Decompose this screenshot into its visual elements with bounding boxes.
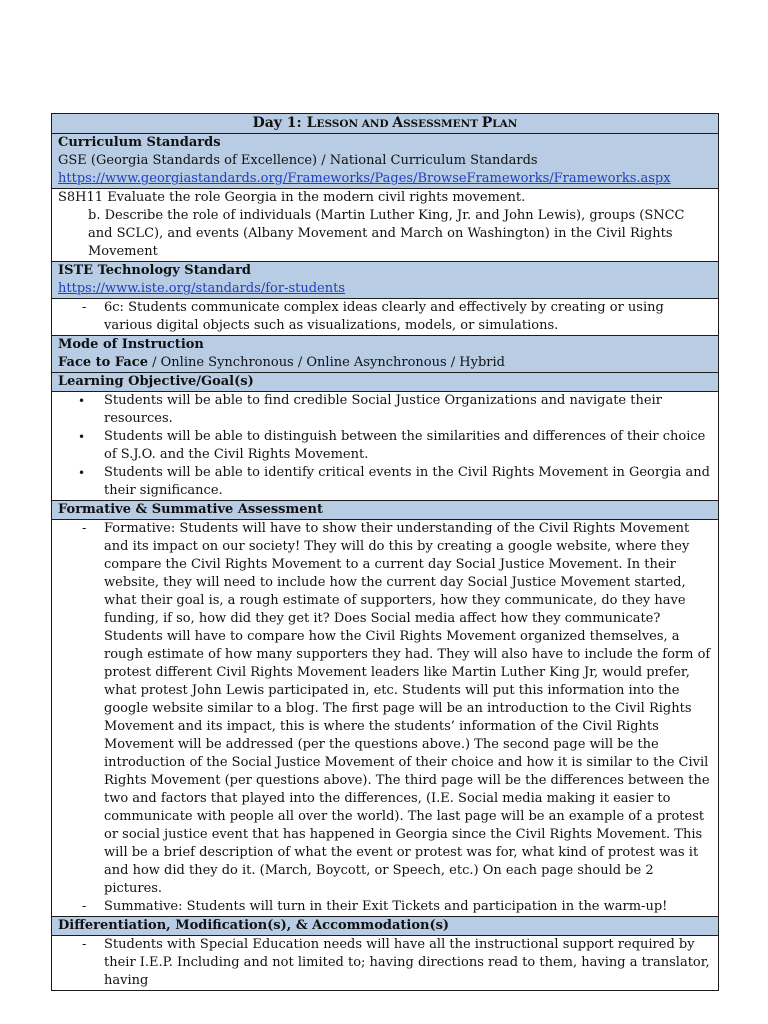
differentiation-heading: Differentiation, Modification(s), & Accommodation(s)	[51, 917, 719, 936]
list-item: - 6c: Students communicate complex ideas clearly and effectively by creating or using various digital objects such as visualizations, models, or simulations.	[82, 300, 664, 333]
mode-selected: Face to Face	[58, 355, 148, 370]
iste-body-section	[51, 299, 719, 336]
mode-heading: Mode of Instruction	[58, 337, 204, 352]
curriculum-heading: Curriculum Standards	[58, 135, 221, 150]
standard-line-2: b. Describe the role of individuals (Martin Luther King, Jr. and John Lewis), groups (SNCC and SCLC), and events (Albany Movement and March on Washington) in the Civil Rights Movement	[88, 208, 685, 259]
mode-options	[58, 354, 712, 372]
objectives-section	[51, 392, 719, 501]
curriculum-standards-section	[51, 134, 719, 189]
objectives-heading: Learning Objective/Goal(s)	[51, 373, 719, 392]
mode-others: / Online Synchronous / Online Asynchronous / Hybrid	[147, 355, 505, 370]
iste-heading: ISTE Technology Standard	[58, 263, 252, 278]
georgia-standards-link[interactable]: https://www.georgiastandards.org/Frameworks/Pages/BrowseFrameworks/Frameworks.aspx	[58, 171, 671, 186]
list-item: • Students will be able to distinguish between the similarities and differences of their choice of S.J.O. and the Civil Rights Movement.	[78, 429, 706, 462]
table-title: Day 1: LESSON AND ASSESSMENT PLAN	[51, 113, 719, 134]
list-item: - Summative: Students will turn in their Exit Tickets and participation in the warm-up!	[82, 899, 668, 914]
list-item: • Students will be able to identify critical events in the Civil Rights Movement in Georgia and their significance.	[78, 465, 710, 498]
curriculum-line: GSE (Georgia Standards of Excellence) / National Curriculum Standards	[58, 153, 538, 168]
list-item: • Students will be able to find credible Social Justice Organizations and navigate their resources.	[78, 393, 662, 426]
standard-section	[51, 189, 719, 262]
assessment-heading: Formative & Summative Assessment	[51, 501, 719, 520]
assessment-section	[51, 520, 719, 917]
list-item: - Students with Special Education needs will have all the instructional support required by their I.E.P. Including and not limited to; having directions read to them, having a translator, having	[82, 937, 710, 988]
iste-heading-section	[51, 262, 719, 299]
summative-text: Summative: Students will turn in their Exit Tickets and participation in the warm-up!	[104, 899, 668, 914]
lesson-plan-table	[51, 113, 719, 991]
list-item: - Formative: Students will have to show their understanding of the Civil Rights Movement and its impact on our society! They will do this by creating a google website, where they compare the Civil Rights Movement to a current day Social Justice Movement. In their website, they will need to include how the current day Social Justice Movement started, what their goal is, a rough estimate of supporters, how they communicate, do they have funding, if so, how did they get it? Does Social media affect how they communicate? Students will have to compare how the Civil Rights Movement organized themselves, a rough estimate of how many supporters they had. They will also have to include the form of protest different Civil Rights Movement leaders like Martin Luther King Jr, would prefer, what protest John Lewis participated in, etc. Students will put this information into the google website similar to a blog. The first page will be an introduction to the Civil Rights Movement and its impact, this is where the students’ information of the Civil Rights Movement will be addressed (per the questions above.) The second page will be the introduction of the Social Justice Movement of their choice and how it is similar to the Civil Rights Movement (per questions above). The third page will be the differences between the two and factors that played into the differences, (I.E. Social media making it easier to communicate with people all over the world). The last page will be an example of a protest or social justice event that has happened in Georgia since the Civil Rights Movement. This will be a brief description of what the event or protest was for, what kind of protest was it and how did they do it. (March, Boycott, or Speech, etc.) On each page should be 2 pictures.	[82, 521, 711, 896]
differentiation-section	[51, 936, 719, 991]
formative-text: Formative: Students will have to show their understanding of the Civil Rights Movement and its impact on our society! They will do this by creating a google website, where they compare the Civil Rights Movement to a current day Social Justice Movement. In their website, they will need to include how the current day Social Justice Movement started, what their goal is, a rough estimate of supporters, how they communicate, do they have funding, if so, how did they get it? Does Social media affect how they communicate? Students will have to compare how the Civil Rights Movement organized themselves, a rough estimate of how many supporters they had. They will also have to include the form of protest different Civil Rights Movement leaders like Martin Luther King Jr, would prefer, what protest John Lewis participated in, etc. Students will put this information into the google website similar to a blog. The first page will be an introduction to the Civil Rights Movement and its impact, this is where the students’ information of the Civil Rights Movement will be addressed (per the questions above.) The second page will be the introduction of the Social Justice Movement of their choice and how it is similar to the Civil Rights Movement (per questions above). The third page will be the differences between the two and factors that played into the differences, (I.E. Social media making it easier to communicate with people all over the world). The last page will be an example of a protest or social justice event that has happened in Georgia since the Civil Rights Movement. This will be a brief description of what the event or protest was for, what kind of protest was it and how did they do it. (March, Boycott, or Speech, etc.) On each page should be 2 pictures.	[104, 521, 711, 896]
mode-of-instruction-section	[51, 336, 719, 373]
iste-standards-link[interactable]: https://www.iste.org/standards/for-students	[58, 281, 346, 296]
standard-line-1: S8H11 Evaluate the role Georgia in the modern civil rights movement.	[58, 190, 526, 205]
